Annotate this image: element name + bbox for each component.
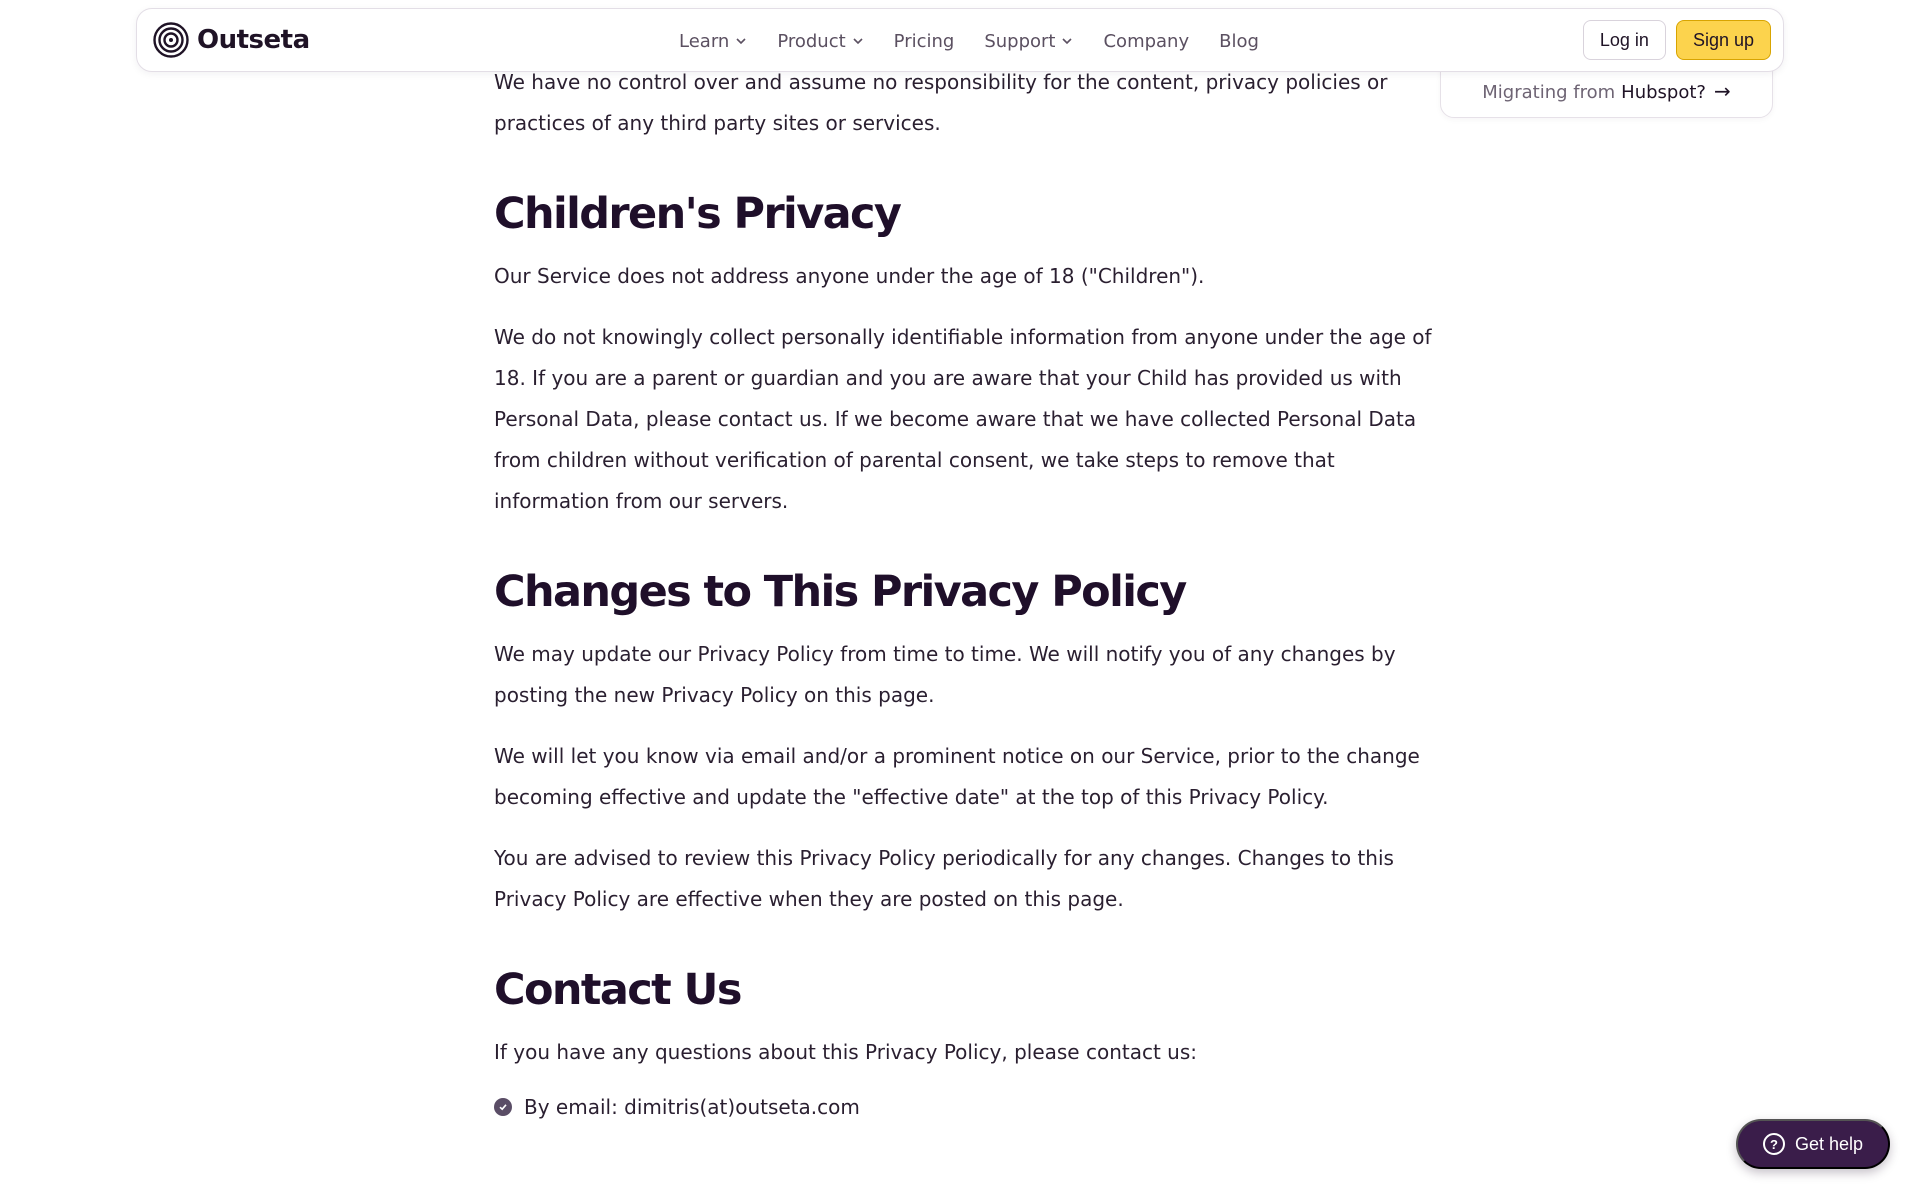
contact-email: By email: dimitris(at)outseta.com bbox=[524, 1095, 860, 1119]
nav-pricing-label: Pricing bbox=[893, 30, 955, 52]
policy-content bbox=[494, 62, 1434, 1119]
section-paragraph: If you have any questions about this Privacy Policy, please contact us: bbox=[494, 1040, 1197, 1064]
chevron-down-icon bbox=[1061, 35, 1073, 47]
signup-button[interactable]: Sign up bbox=[1676, 20, 1771, 60]
nav-blog[interactable] bbox=[1219, 31, 1259, 52]
nav-learn[interactable] bbox=[679, 31, 747, 52]
section-heading-changes: Changes to This Privacy Policy bbox=[494, 567, 1186, 617]
nav-product[interactable] bbox=[777, 31, 863, 52]
arrow-right-icon: → bbox=[1713, 79, 1731, 103]
get-help-label: Get help bbox=[1794, 1133, 1864, 1154]
migration-source: Hubspot? bbox=[1621, 82, 1706, 103]
nav-company[interactable] bbox=[1103, 31, 1189, 52]
nav-actions bbox=[1583, 20, 1771, 60]
nav-blog-label: Blog bbox=[1219, 30, 1259, 52]
section-heading-contact-us: Contact Us bbox=[494, 965, 741, 1015]
nav-support[interactable] bbox=[984, 31, 1073, 52]
list-item bbox=[494, 1095, 1434, 1119]
nav-product-label: Product bbox=[777, 30, 846, 52]
intro-paragraph: We have no control over and assume no responsibility for the content, privacy policies or practices of any third party sites or services. bbox=[494, 70, 1388, 135]
question-circle-icon: ? bbox=[1763, 1133, 1785, 1155]
nav-company-label: Company bbox=[1103, 30, 1190, 52]
section-paragraph: We may update our Privacy Policy from time to time. We will notify you of any changes by posting the new Privacy Policy on this page. bbox=[494, 642, 1396, 707]
section-paragraph: Our Service does not address anyone under the age of 18 ("Children"). bbox=[494, 264, 1205, 288]
brand-logo[interactable] bbox=[153, 22, 310, 58]
migration-prefix: Migrating from bbox=[1482, 82, 1616, 103]
nav-support-label: Support bbox=[984, 30, 1056, 52]
chevron-down-icon bbox=[852, 35, 864, 47]
login-button[interactable]: Log in bbox=[1583, 20, 1666, 60]
nav-learn-label: Learn bbox=[679, 30, 730, 52]
nav-pricing[interactable] bbox=[894, 31, 955, 52]
outseta-logo-icon bbox=[153, 22, 189, 58]
brand-name: Outseta bbox=[197, 25, 310, 55]
check-circle-icon bbox=[494, 1098, 512, 1116]
get-help-button[interactable] bbox=[1736, 1119, 1890, 1169]
section-paragraph: You are advised to review this Privacy Policy periodically for any changes. Changes to this Privacy Policy are effective when they are posted on this page. bbox=[494, 846, 1394, 911]
chevron-down-icon bbox=[735, 35, 747, 47]
section-paragraph: We do not knowingly collect personally identifiable information from anyone under the age of 18. If you are a parent or guardian and you are aware that your Child has provided us with Personal Data, please contact us. If we become aware that we have collected Personal Data from children without verification of parental consent, we take steps to remove that information from our servers. bbox=[494, 325, 1432, 513]
section-heading-childrens-privacy: Children's Privacy bbox=[494, 189, 901, 239]
section-paragraph: We will let you know via email and/or a prominent notice on our Service, prior to the change becoming effective and update the "effective date" at the top of this Privacy Policy. bbox=[494, 744, 1420, 809]
